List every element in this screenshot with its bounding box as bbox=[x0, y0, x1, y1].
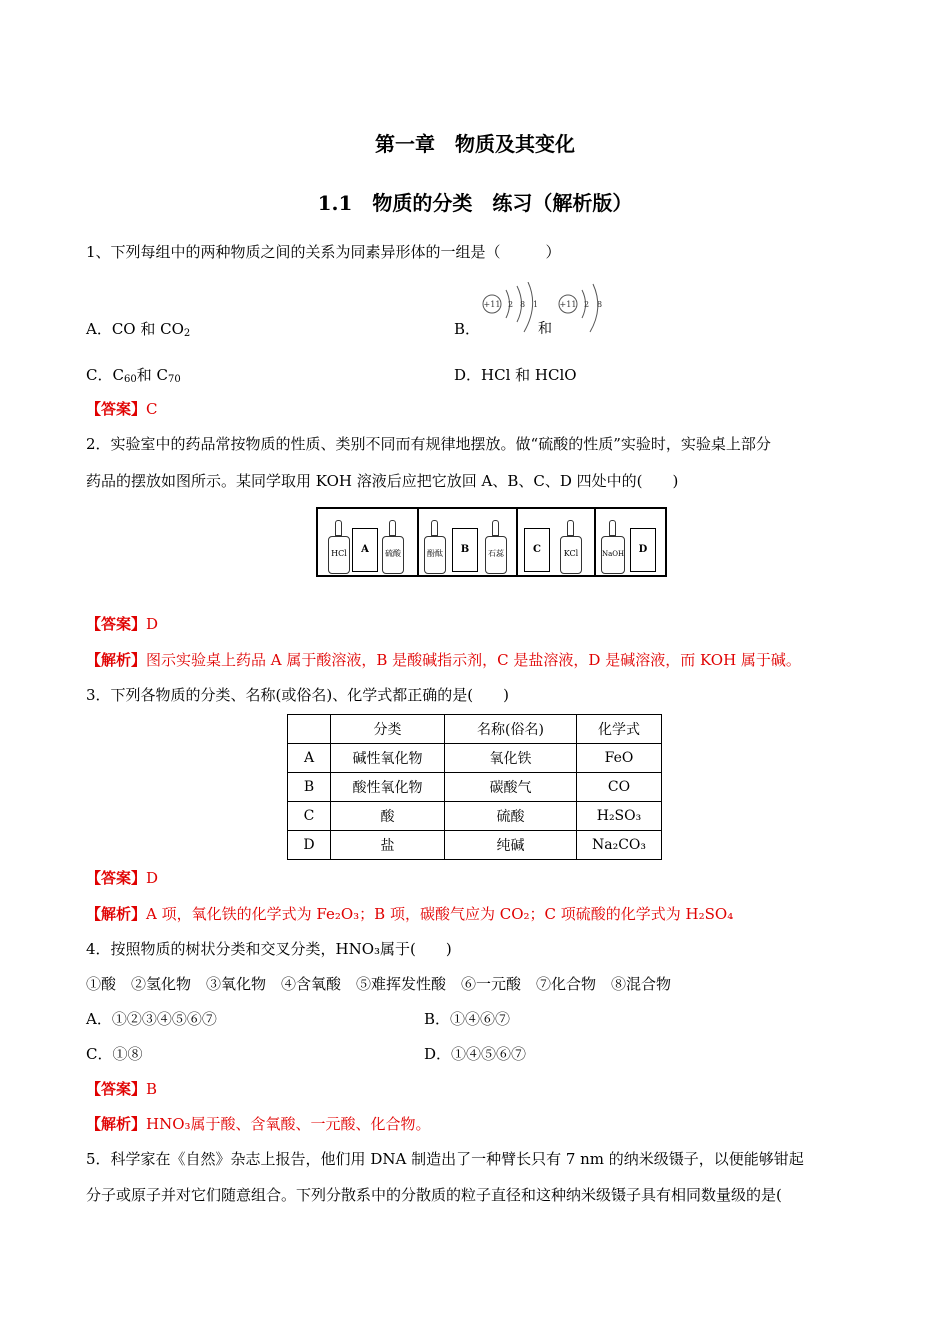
atom2-nucleus: +11 bbox=[559, 300, 577, 309]
q3-stem: 3．下列各物质的分类、名称(或俗名)、化学式都正确的是( ) bbox=[86, 686, 509, 704]
table-row bbox=[288, 744, 662, 773]
table-cell: 酸性氧化物 bbox=[331, 773, 445, 802]
q1-answer: 【答案】C bbox=[86, 400, 158, 418]
table-cell: 硫酸 bbox=[445, 802, 577, 831]
table-header-row bbox=[288, 715, 662, 744]
spot-c: C bbox=[524, 528, 550, 572]
reagent-bottle bbox=[328, 520, 348, 572]
atom1-shell-1: 2 bbox=[508, 300, 514, 309]
table-header-cell bbox=[288, 715, 331, 744]
table-cell: 纯碱 bbox=[445, 831, 577, 860]
reagent-bottle bbox=[560, 520, 580, 572]
q2-analysis: 【解析】图示实验桌上药品 A 属于酸溶液，B 是酸碱指示剂，C 是盐溶液，D 是碱溶液，而 KOH 属于碱。 bbox=[86, 651, 801, 669]
spot-b: B bbox=[452, 528, 478, 572]
table-cell: 碱性氧化物 bbox=[331, 744, 445, 773]
q1-option-c: C．$C_{60}$和 $C_{70}$ bbox=[86, 366, 181, 385]
q2-stem-line1: 2．实验室中的药品常按物质的性质、类别不同而有规律地摆放。做“硫酸的性质”实验时，实验桌上部分 bbox=[86, 435, 771, 453]
bottle-label: KCl bbox=[560, 536, 582, 574]
table-cell: B bbox=[288, 773, 331, 802]
table-cell: 酸 bbox=[331, 802, 445, 831]
reagent-bottle bbox=[382, 520, 402, 572]
spot-d: D bbox=[630, 528, 656, 572]
q2-stem-line2: 药品的摆放如图所示。某同学取用 KOH 溶液后应把它放回 A、B、C、D 四处中的( ) bbox=[86, 472, 679, 490]
bottle-label: 硫酸 bbox=[382, 536, 404, 574]
q5-stem-line2: 分子或原子并对它们随意组合。下列分散系中的分散质的粒子直径和这种纳米级镊子具有相同数量级的是( bbox=[86, 1186, 782, 1204]
atom1-nucleus: +11 bbox=[483, 300, 501, 309]
table-cell: 盐 bbox=[331, 831, 445, 860]
q1-option-b-and: 和 bbox=[538, 321, 552, 337]
table-cell: Na₂CO₃ bbox=[577, 831, 662, 860]
q4-option-a: A．①②③④⑤⑥⑦ bbox=[86, 1010, 217, 1028]
sodium-ion-diagram bbox=[559, 284, 602, 332]
q1-stem: 1、下列每组中的两种物质之间的关系为同素异形体的一组是（ ） bbox=[86, 243, 561, 261]
reagent-bottle bbox=[424, 520, 444, 572]
q3-answer: 【答案】D bbox=[86, 869, 159, 887]
table-row bbox=[288, 802, 662, 831]
table-cell: 碳酸气 bbox=[445, 773, 577, 802]
q1-option-d: D．HCl 和 HClO bbox=[454, 366, 577, 384]
q4-answer: 【答案】B bbox=[86, 1080, 158, 1098]
atom1-shell-3: 1 bbox=[533, 300, 539, 309]
sodium-atom-diagram bbox=[483, 282, 538, 332]
table-header-cell: 化学式 bbox=[577, 715, 662, 744]
table-cell: C bbox=[288, 802, 331, 831]
table-header-cell: 名称(俗名) bbox=[445, 715, 577, 744]
q1-option-b: B． bbox=[454, 320, 481, 338]
atom2-shell-2: 8 bbox=[597, 300, 603, 309]
table-cell: A bbox=[288, 744, 331, 773]
table-cell: H₂SO₃ bbox=[577, 802, 662, 831]
q3-analysis: 【解析】A 项，氧化铁的化学式为 Fe₂O₃；B 项，碳酸气应为 CO₂；C 项硫酸的化学式为 H₂SO₄ bbox=[86, 905, 734, 923]
table-cell: CO bbox=[577, 773, 662, 802]
bottle-label: 石蕊 bbox=[485, 536, 507, 574]
q4-stem: 4．按照物质的树状分类和交叉分类，HNO₃属于( ) bbox=[86, 940, 452, 958]
q4-option-b: B．①④⑥⑦ bbox=[424, 1010, 511, 1028]
bottle-label: 酚酞 bbox=[424, 536, 446, 574]
q4-analysis: 【解析】HNO₃属于酸、含氧酸、一元酸、化合物。 bbox=[86, 1115, 431, 1133]
reagent-bottle bbox=[601, 520, 623, 572]
q1-option-a: A．CO 和 $CO_2$ bbox=[86, 320, 191, 339]
bottle-label: HCl bbox=[328, 536, 350, 574]
atom2-shell-1: 2 bbox=[584, 300, 590, 309]
table-header-cell: 分类 bbox=[331, 715, 445, 744]
q2-answer: 【答案】D bbox=[86, 615, 159, 633]
spot-a: A bbox=[352, 528, 378, 572]
q4-option-d: D．①④⑤⑥⑦ bbox=[424, 1045, 527, 1063]
q4-items: ①酸 ②氢化物 ③氧化物 ④含氧酸 ⑤难挥发性酸 ⑥一元酸 ⑦化合物 ⑧混合物 bbox=[86, 975, 672, 993]
table-cell: 氧化铁 bbox=[445, 744, 577, 773]
q4-option-c: C．①⑧ bbox=[86, 1045, 143, 1063]
table-cell: D bbox=[288, 831, 331, 860]
bottle-label: NaOH bbox=[601, 536, 625, 574]
chapter-title: 第一章 物质及其变化 bbox=[375, 132, 575, 156]
section-title: 1.1 物质的分类 练习（解析版） bbox=[317, 191, 633, 215]
table-row bbox=[288, 773, 662, 802]
table-row bbox=[288, 831, 662, 860]
reagent-bottle bbox=[485, 520, 505, 572]
q3-classification-table bbox=[287, 714, 662, 860]
table-cell: FeO bbox=[577, 744, 662, 773]
q5-stem-line1: 5．科学家在《自然》杂志上报告，他们用 DNA 制造出了一种臂长只有 7 nm 的纳米级镊子，以便能够钳起 bbox=[86, 1150, 804, 1168]
atom1-shell-2: 8 bbox=[520, 300, 526, 309]
